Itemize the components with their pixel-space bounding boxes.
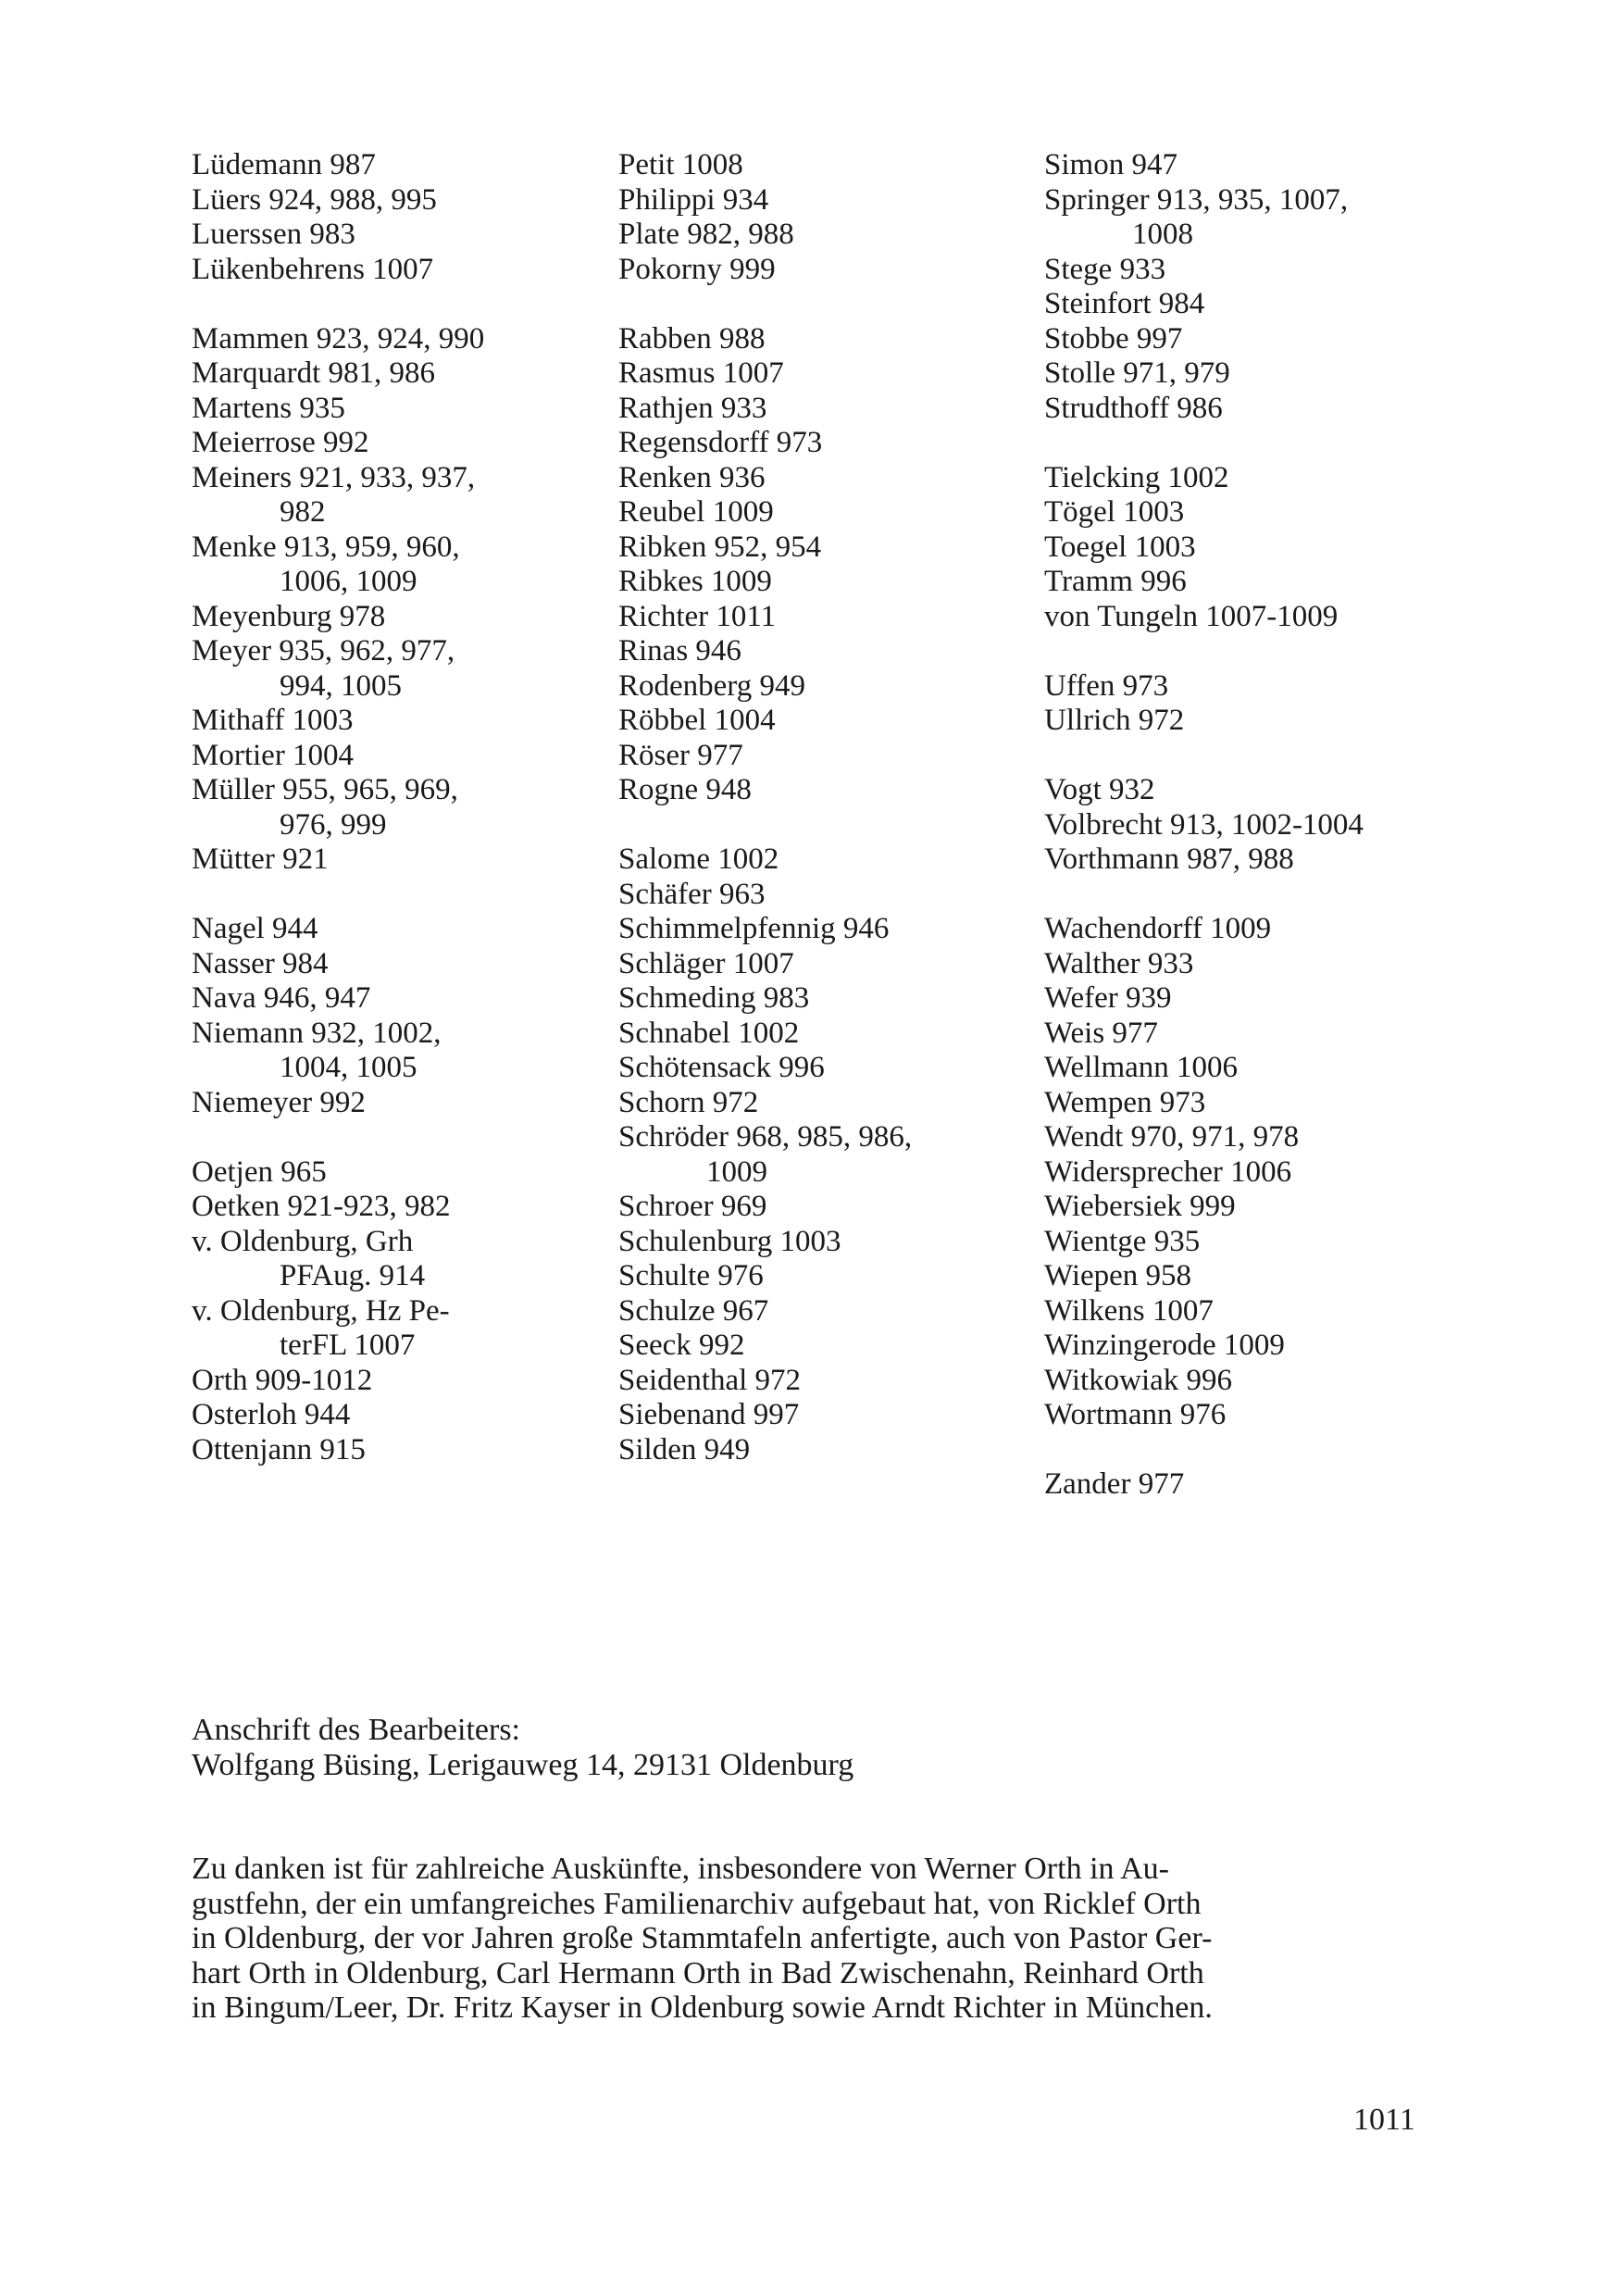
index-entry: Mithaff 1003 (192, 704, 354, 737)
index-entry: Tramm 996 (1044, 565, 1187, 598)
index-entry: Meyer 935, 962, 977, (192, 634, 455, 668)
index-entry: Philippi 934 (618, 182, 769, 217)
index-entry: Nagel 944 (192, 912, 318, 945)
index-entry: Richter 1011 (618, 599, 777, 633)
index-entry: Rathjen 933 (618, 391, 767, 425)
index-entry: Ribken 952, 954 (618, 530, 822, 564)
index-entry: Schläger 1007 (618, 946, 794, 980)
index-entry: Vorthmann 987, 988 (1044, 842, 1294, 876)
index-entry-continuation: 994, 1005 (280, 668, 402, 703)
index-entry: Pokorny 999 (618, 252, 776, 286)
index-entry: Seeck 992 (618, 1329, 745, 1362)
index-entry: Ribkes 1009 (618, 565, 772, 598)
index-entry: Nava 946, 947 (192, 981, 371, 1015)
index-entry: Rinas 946 (618, 634, 741, 668)
index-entry-continuation: 1009 (706, 1154, 767, 1189)
index-entry: von Tungeln 1007-1009 (1044, 599, 1339, 633)
index-entry: Rabben 988 (618, 321, 766, 356)
index-entry: Müller 955, 965, 969, (192, 773, 458, 806)
index-entry: Menke 913, 959, 960, (192, 530, 460, 564)
index-entry: Rasmus 1007 (618, 356, 784, 390)
index-entry: Strudthoff 986 (1044, 391, 1223, 425)
index-entry: Wiebersiek 999 (1044, 1190, 1236, 1223)
index-entry: Schnabel 1002 (618, 1016, 800, 1050)
index-entry: Siebenand 997 (618, 1398, 800, 1431)
index-entry: Stobbe 997 (1044, 321, 1183, 356)
index-entry: Mammen 923, 924, 990 (192, 321, 485, 356)
index-entry: Renken 936 (618, 460, 766, 494)
index-entry: Tielcking 1002 (1044, 460, 1229, 494)
index-entry: Vogt 932 (1044, 773, 1155, 806)
index-entry: Volbrecht 913, 1002-1004 (1044, 807, 1364, 842)
index-entry: Wientge 935 (1044, 1224, 1201, 1258)
index-entry: Steinfort 984 (1044, 287, 1205, 320)
index-entry: Reubel 1009 (618, 495, 774, 529)
index-entry: Ullrich 972 (1044, 704, 1185, 737)
index-entry: Weis 977 (1044, 1016, 1158, 1050)
index-entry: Osterloh 944 (192, 1398, 351, 1431)
index-entry: Wefer 939 (1044, 981, 1172, 1015)
index-entry: Winzingerode 1009 (1044, 1329, 1285, 1362)
index-entry: Röbbel 1004 (618, 704, 776, 737)
index-entry: Lükenbehrens 1007 (192, 252, 434, 286)
index-entry: Toegel 1003 (1044, 530, 1196, 564)
address-line: Wolfgang Büsing, Lerigauweg 14, 29131 Oldenburg (192, 1748, 854, 1782)
index-entry: Plate 982, 988 (618, 218, 794, 251)
index-entry: Meiners 921, 933, 937, (192, 460, 476, 494)
index-entry: Schmeding 983 (618, 981, 810, 1015)
index-entry: Stolle 971, 979 (1044, 356, 1230, 390)
index-entry: Meierrose 992 (192, 426, 369, 459)
index-entry: Simon 947 (1044, 148, 1177, 181)
index-entry: Niemeyer 992 (192, 1085, 366, 1119)
index-entry: Luerssen 983 (192, 218, 355, 251)
index-entry: Rogne 948 (618, 773, 752, 806)
index-entry: Schötensack 996 (618, 1051, 825, 1084)
index-entry: Wellmann 1006 (1044, 1051, 1239, 1084)
index-entry-continuation: PFAug. 914 (280, 1259, 426, 1292)
index-entry: Schorn 972 (618, 1085, 759, 1119)
index-entry: Stege 933 (1044, 252, 1166, 286)
editor-address (192, 1713, 853, 1783)
index-entry: Schröder 968, 985, 986, (618, 1120, 913, 1154)
index-entry: Rodenberg 949 (618, 668, 805, 703)
index-entry: Seidenthal 972 (618, 1363, 802, 1397)
index-column-2 (618, 148, 989, 1467)
index-entry: Lüers 924, 988, 995 (192, 182, 437, 217)
index-entry-continuation: 976, 999 (280, 807, 387, 842)
acknowledgement-paragraph (192, 1852, 1418, 2026)
index-entry: Martens 935 (192, 391, 345, 425)
index-entry: Marquardt 981, 986 (192, 356, 436, 390)
index-entry: Wempen 973 (1044, 1085, 1206, 1119)
index-entry: Petit 1008 (618, 148, 743, 181)
acknowledgement-line: gustfehn, der ein umfangreiches Familienarchiv aufgebaut hat, von Ricklef Orth (192, 1886, 1202, 1921)
index-entry: Orth 909-1012 (192, 1363, 373, 1397)
acknowledgement-line: in Oldenburg, der vor Jahren große Stammtafeln anfertigte, auch von Pastor Ger- (192, 1921, 1213, 1955)
index-entry: Wendt 970, 971, 978 (1044, 1120, 1300, 1154)
index-entry: Silden 949 (618, 1432, 751, 1466)
index-entry-continuation: 1006, 1009 (280, 565, 417, 598)
index-entry: Zander 977 (1044, 1467, 1185, 1501)
page-number: 1011 (1353, 2103, 1415, 2137)
address-label: Anschrift des Bearbeiters: (192, 1713, 520, 1747)
index-entry: Schroer 969 (618, 1190, 767, 1223)
index-entry: v. Oldenburg, Hz Pe- (192, 1293, 450, 1328)
index-entry: Springer 913, 935, 1007, (1044, 182, 1349, 217)
index-entry: Wortmann 976 (1044, 1398, 1227, 1431)
index-entry: Niemann 932, 1002, (192, 1016, 442, 1050)
acknowledgement-line: in Bingum/Leer, Dr. Fritz Kayser in Oldenburg sowie Arndt Richter in München. (192, 1990, 1213, 2025)
acknowledgement-line: hart Orth in Oldenburg, Carl Hermann Orth in Bad Zwischenahn, Reinhard Orth (192, 1955, 1204, 1990)
index-entry: Ottenjann 915 (192, 1432, 366, 1466)
index-column-1 (192, 148, 562, 1467)
index-entry: Schulze 967 (618, 1293, 769, 1328)
index-entry: Mortier 1004 (192, 738, 355, 772)
index-entry: Oetjen 965 (192, 1154, 327, 1189)
index-entry: Wachendorff 1009 (1044, 912, 1272, 945)
index-entry: Oetken 921-923, 982 (192, 1190, 451, 1223)
index-column-3 (1044, 148, 1414, 1503)
index-entry: Salome 1002 (618, 842, 779, 876)
index-entry: Schäfer 963 (618, 877, 766, 911)
index-entry: Tögel 1003 (1044, 495, 1185, 529)
index-entry: Witkowiak 996 (1044, 1363, 1233, 1397)
index-entry: v. Oldenburg, Grh (192, 1224, 414, 1258)
index-entry: Lüdemann 987 (192, 148, 376, 181)
index-entry-continuation: 1008 (1132, 218, 1193, 251)
index-entry: Schulenburg 1003 (618, 1224, 841, 1258)
index-entry: Meyenburg 978 (192, 599, 386, 633)
index-entry-continuation: terFL 1007 (280, 1329, 416, 1362)
index-entry: Regensdorff 973 (618, 426, 823, 459)
index-entry: Mütter 921 (192, 842, 329, 876)
index-entry: Schulte 976 (618, 1259, 764, 1292)
index-entry: Wiepen 958 (1044, 1259, 1192, 1292)
index-entry: Widersprecher 1006 (1044, 1154, 1292, 1189)
index-entry: Wilkens 1007 (1044, 1293, 1214, 1328)
index-entry-continuation: 1004, 1005 (280, 1051, 417, 1084)
index-entry: Walther 933 (1044, 946, 1194, 980)
index-entry: Schimmelpfennig 946 (618, 912, 890, 945)
index-entry: Nasser 984 (192, 946, 329, 980)
index-entry-continuation: 982 (280, 495, 326, 529)
acknowledgement-line: Zu danken ist für zahlreiche Auskünfte, insbesondere von Werner Orth in Au- (192, 1852, 1170, 1886)
index-entry: Röser 977 (618, 738, 743, 772)
index-entry: Uffen 973 (1044, 668, 1169, 703)
